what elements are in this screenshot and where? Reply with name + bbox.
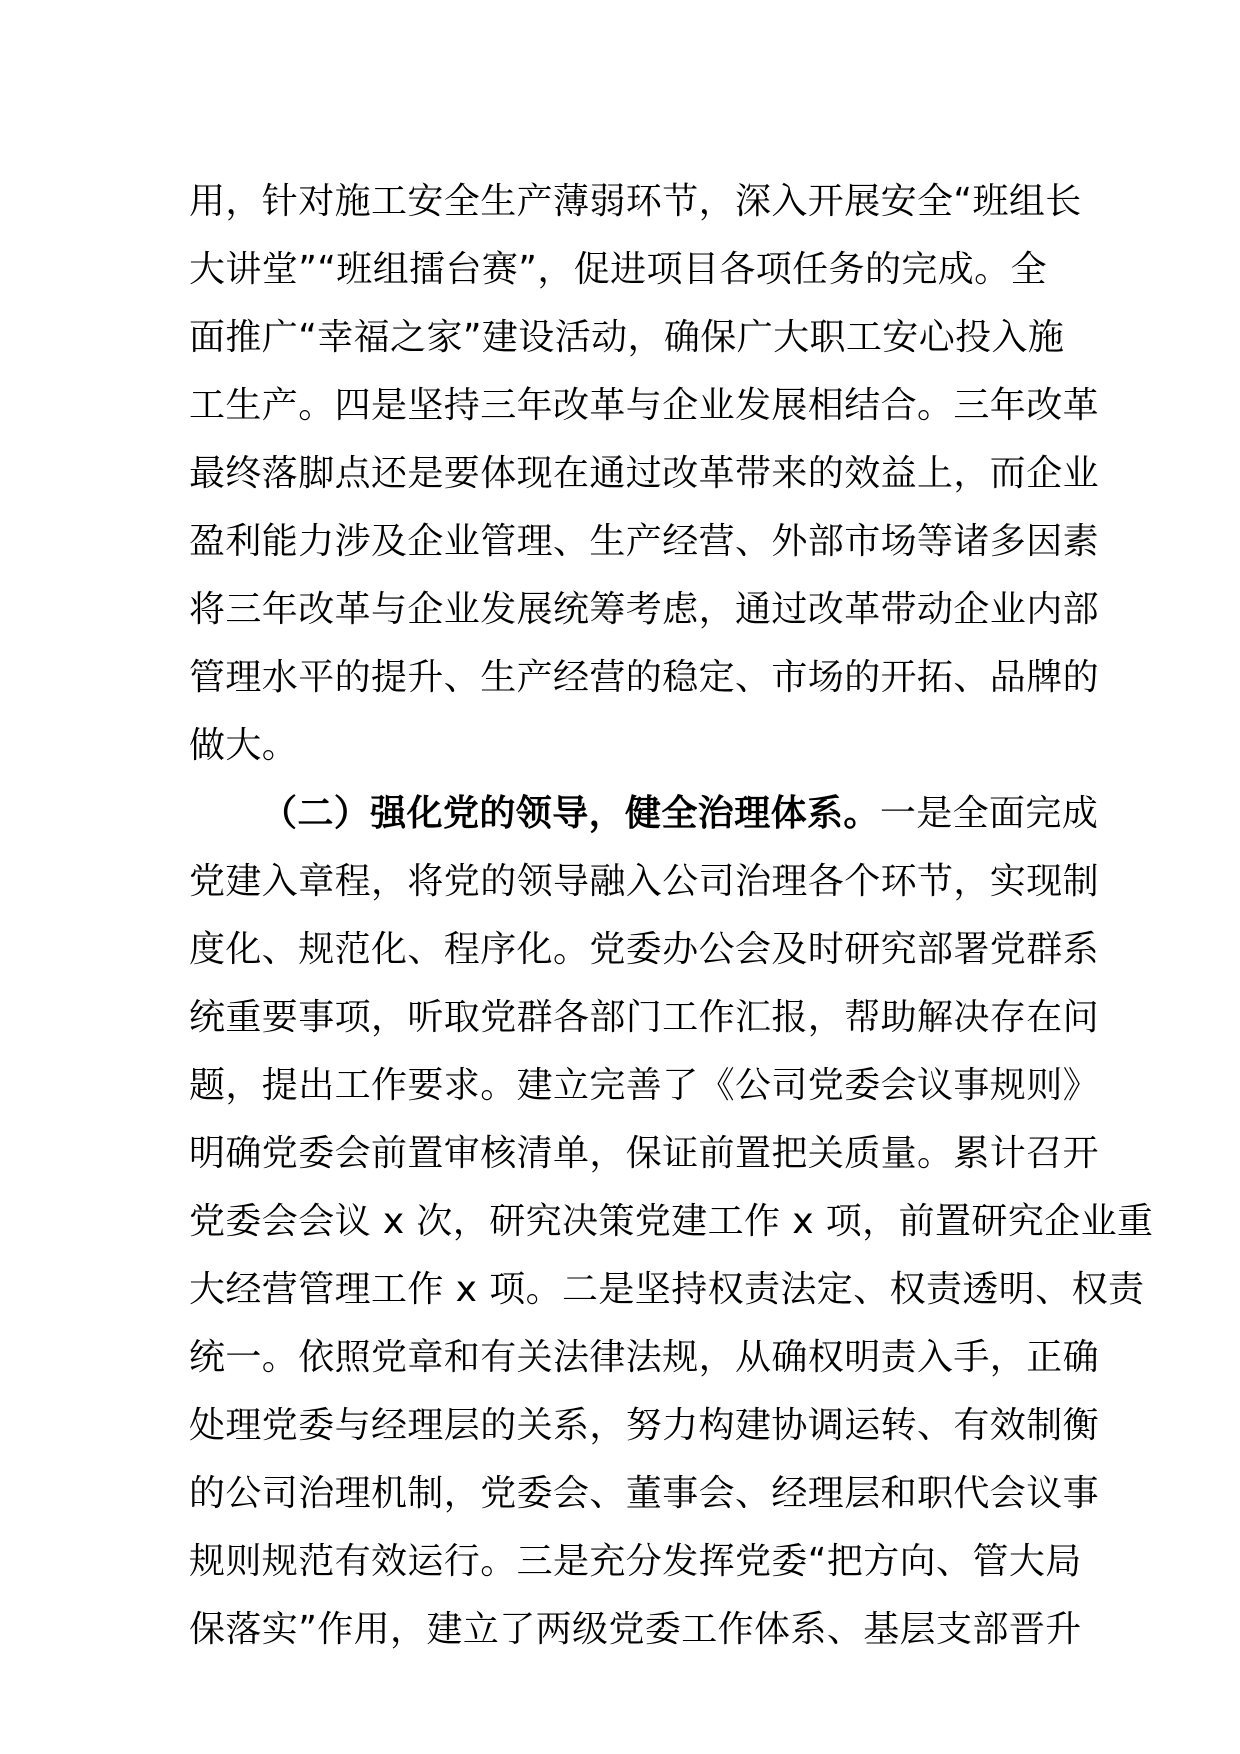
- text-line: 大讲堂”“班组擂台赛”，促进项目各项任务的完成。全: [189, 249, 1047, 290]
- text-line: 做大。: [189, 725, 299, 766]
- document-body: [189, 168, 1154, 1664]
- text-line: 将三年改革与企业发展统筹考虑，通过改革带动企业内部: [189, 589, 1100, 630]
- paragraph-1: [189, 168, 1100, 780]
- text-run: 一是全面完成: [879, 793, 1099, 834]
- text-line: 工生产。四是坚持三年改革与企业发展相结合。三年改革: [189, 385, 1100, 426]
- text-line: 明确党委会前置审核清单，保证前置把关质量。累计召开: [189, 1133, 1100, 1174]
- section-heading: （二）强化党的领导，健全治理体系。: [261, 793, 880, 834]
- text-line: 党建入章程，将党的领导融入公司治理各个环节，实现制: [189, 861, 1100, 902]
- text-line: 的公司治理机制，党委会、董事会、经理层和职代会议事: [189, 1473, 1100, 1514]
- text-line: 大经营管理工作 x 项。二是坚持权责法定、权责透明、权责: [189, 1269, 1145, 1310]
- paragraph-2: [189, 780, 1154, 1664]
- text-line: 用，针对施工安全生产薄弱环节，深入开展安全“班组长: [189, 181, 1082, 222]
- paragraph-2-first-line: [189, 780, 1099, 848]
- text-line: 度化、规范化、程序化。党委办公会及时研究部署党群系: [189, 929, 1100, 970]
- text-line: 统重要事项，听取党群各部门工作汇报，帮助解决存在问: [189, 997, 1100, 1038]
- text-line: 保落实”作用，建立了两级党委工作体系、基层支部晋升: [189, 1609, 1082, 1650]
- text-line: 管理水平的提升、生产经营的稳定、市场的开拓、品牌的: [189, 657, 1100, 698]
- text-line: 最终落脚点还是要体现在通过改革带来的效益上，而企业: [189, 453, 1100, 494]
- text-line: 规则规范有效运行。三是充分发挥党委“把方向、管大局: [189, 1541, 1082, 1582]
- text-line: 面推广“幸福之家”建设活动，确保广大职工安心投入施: [189, 317, 1065, 358]
- text-line: 题，提出工作要求。建立完善了《公司党委会议事规则》: [189, 1065, 1100, 1106]
- text-line: 统一。依照党章和有关法律法规，从确权明责入手，正确: [189, 1337, 1100, 1378]
- text-line: 盈利能力涉及企业管理、生产经营、外部市场等诸多因素: [189, 521, 1100, 562]
- text-line: 处理党委与经理层的关系，努力构建协调运转、有效制衡: [189, 1405, 1100, 1446]
- text-line: 党委会会议 x 次，研究决策党建工作 x 项，前置研究企业重: [189, 1201, 1154, 1242]
